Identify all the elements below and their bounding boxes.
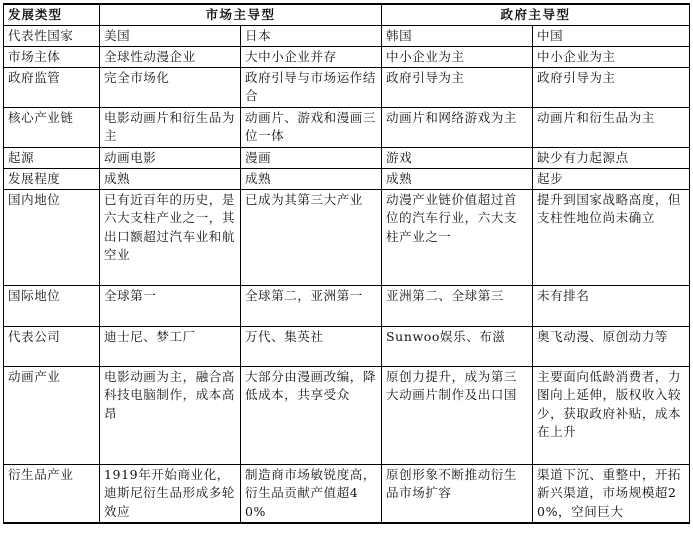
cell-usa: 电影动画为主，融合高科技电脑制作，成本高昂 [100,366,241,464]
cell-korea: 原创力提升，成为第三大动画片制作及出口国 [382,366,533,464]
cell-korea: 亚洲第二、全球第三 [382,285,533,326]
cell-china: 动画片和衍生品为主 [533,107,690,147]
table-row [4,46,690,67]
cell-china: 渠道下沉、重整中，开拓新兴渠道，市场规模超20%，空间巨大 [533,464,690,523]
cell-japan: 已成为其第三大产业 [241,189,382,285]
table-row [4,326,690,366]
cell-korea: 政府引导为主 [382,67,533,107]
row-label: 衍生品产业 [4,464,100,523]
row-label: 核心产业链 [4,107,100,147]
table-row [4,189,690,285]
cell-china: 未有排名 [533,285,690,326]
cell-japan: 万代、集英社 [241,326,382,366]
table-row [4,25,690,46]
header-row [4,4,690,25]
cell-japan: 动画片、游戏和漫画三位一体 [241,107,382,147]
cell-korea: 游戏 [382,147,533,168]
cell-china: 主要面向低龄消费者，力图向上延伸，版权收入较少，获取政府补贴，成本在上升 [533,366,690,464]
cell-usa: 迪士尼、梦工厂 [100,326,241,366]
table-row [4,366,690,464]
cell-japan: 大中小企业并存 [241,46,382,67]
cell-korea: 成熟 [382,168,533,189]
cell-usa: 电影动画片和衍生品为主 [100,107,241,147]
cell-usa: 动画电影 [100,147,241,168]
cell-usa: 成熟 [100,168,241,189]
cell-china: 起步 [533,168,690,189]
cell-korea: 动漫产业链价值超过首位的汽车行业，六大支柱产业之一 [382,189,533,285]
row-label: 代表公司 [4,326,100,366]
header-category: 发展类型 [4,4,100,25]
cell-usa: 全球性动漫企业 [100,46,241,67]
cell-usa: 美国 [100,25,241,46]
cell-japan: 大部分由漫画改编，降低成本，共享受众 [241,366,382,464]
cell-china: 中国 [533,25,690,46]
row-label: 代表性国家 [4,25,100,46]
table-row [4,107,690,147]
cell-japan: 全球第二，亚洲第一 [241,285,382,326]
row-label: 市场主体 [4,46,100,67]
cell-japan: 制造商市场敏锐度高，衍生品贡献产值超40% [241,464,382,523]
cell-japan: 日本 [241,25,382,46]
cell-japan: 成熟 [241,168,382,189]
table-row [4,67,690,107]
row-label: 国际地位 [4,285,100,326]
cell-usa: 1919年开始商业化，迪斯尼衍生品形成多轮效应 [100,464,241,523]
cell-china: 缺少有力起源点 [533,147,690,168]
cell-korea: Sunwoo娱乐、布滋 [382,326,533,366]
row-label: 起源 [4,147,100,168]
cell-china: 中小企业为主 [533,46,690,67]
table-row [4,147,690,168]
table-row [4,285,690,326]
table-row [4,464,690,523]
row-label: 发展程度 [4,168,100,189]
cell-china: 奥飞动漫、原创动力等 [533,326,690,366]
header-gov-led: 政府主导型 [382,4,690,25]
cell-usa: 完全市场化 [100,67,241,107]
cell-usa: 已有近百年的历史，是六大支柱产业之一，其出口额超过汽车业和航空业 [100,189,241,285]
cell-japan: 漫画 [241,147,382,168]
cell-korea: 原创形象不断推动衍生品市场扩容 [382,464,533,523]
comparison-table [3,3,690,524]
cell-korea: 动画片和网络游戏为主 [382,107,533,147]
cell-china: 政府引导为主 [533,67,690,107]
cell-china: 提升到国家战略高度，但支柱性地位尚未确立 [533,189,690,285]
row-label: 国内地位 [4,189,100,285]
header-market-led: 市场主导型 [100,4,382,25]
table-row [4,168,690,189]
row-label: 政府监管 [4,67,100,107]
row-label: 动画产业 [4,366,100,464]
cell-japan: 政府引导与市场运作结合 [241,67,382,107]
cell-korea: 韩国 [382,25,533,46]
cell-usa: 全球第一 [100,285,241,326]
cell-korea: 中小企业为主 [382,46,533,67]
